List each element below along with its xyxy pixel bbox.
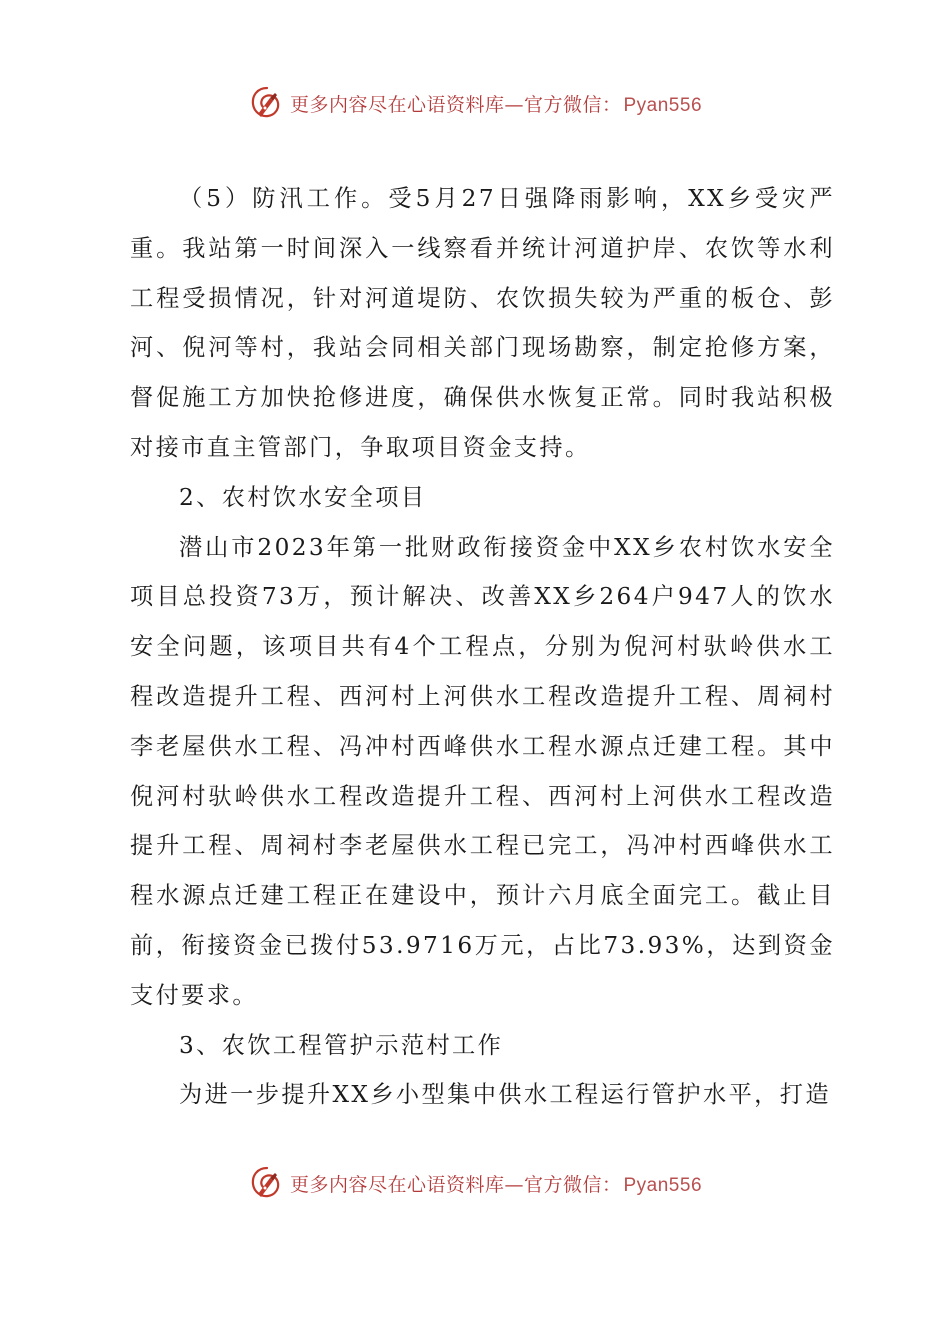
section-heading-demo-village: 3、农饮工程管护示范村工作 — [179, 1031, 504, 1059]
paragraph-demo-village: 为进一步提升XX乡小型集中供水工程运行管护水平，打造 — [179, 1081, 831, 1109]
section-heading-rural-water-safety: 2、农村饮水安全项目 — [179, 483, 427, 511]
banner-text — [290, 90, 702, 117]
paragraph-flood-control: （5）防汛工作。受5月27日强降雨影响，XX乡受灾严重。我站第一时间深入一线察看并统计河道护岸、农饮等水利工程受损情况，针对河道堤防、农饮损失较为严重的板仓、彭河、倪河等村，我站会同相关部门现场勘察，制定抢修方案，督促施工方加快抢修进度，确保供水恢复正常。同时我站积极对接市直主管部门，争取项目资金支持。 — [130, 185, 835, 461]
footer-watermark-banner — [0, 1158, 950, 1208]
banner-slogan: 更多内容尽在心语资料库—官方微信： — [289, 1173, 622, 1196]
banner-text — [290, 1170, 702, 1197]
banner-wechat-id: Pyan556 — [623, 1174, 703, 1196]
header-watermark-banner — [0, 78, 950, 128]
pen-nib-swirl-icon — [248, 1164, 286, 1202]
document-body — [130, 174, 835, 1120]
banner-wechat-id: Pyan556 — [623, 94, 703, 116]
banner-inner — [248, 84, 702, 122]
paragraph-rural-water-project: 潜山市2023年第一批财政衔接资金中XX乡农村饮水安全项目总投资73万，预计解决、改善XX乡264户947人的饮水安全问题，该项目共有4个工程点，分别为倪河村驮岭供水工程改造提升工程、西河村上河供水工程改造提升工程、周祠村李老屋供水工程、冯冲村西峰供水工程水源点迁建工程。其中倪河村驮岭供水工程改造提升工程、西河村上河供水工程改造提升工程、周祠村李老屋供水工程已完工，冯冲村西峰供水工程水源点迁建工程正在建设中，预计六月底全面完工。截止目前，衔接资金已拨付53.9716万元，占比73.93%，达到资金支付要求。 — [130, 533, 835, 1009]
pen-nib-swirl-icon — [248, 84, 286, 122]
banner-slogan: 更多内容尽在心语资料库—官方微信： — [289, 93, 622, 116]
banner-inner — [248, 1164, 702, 1202]
